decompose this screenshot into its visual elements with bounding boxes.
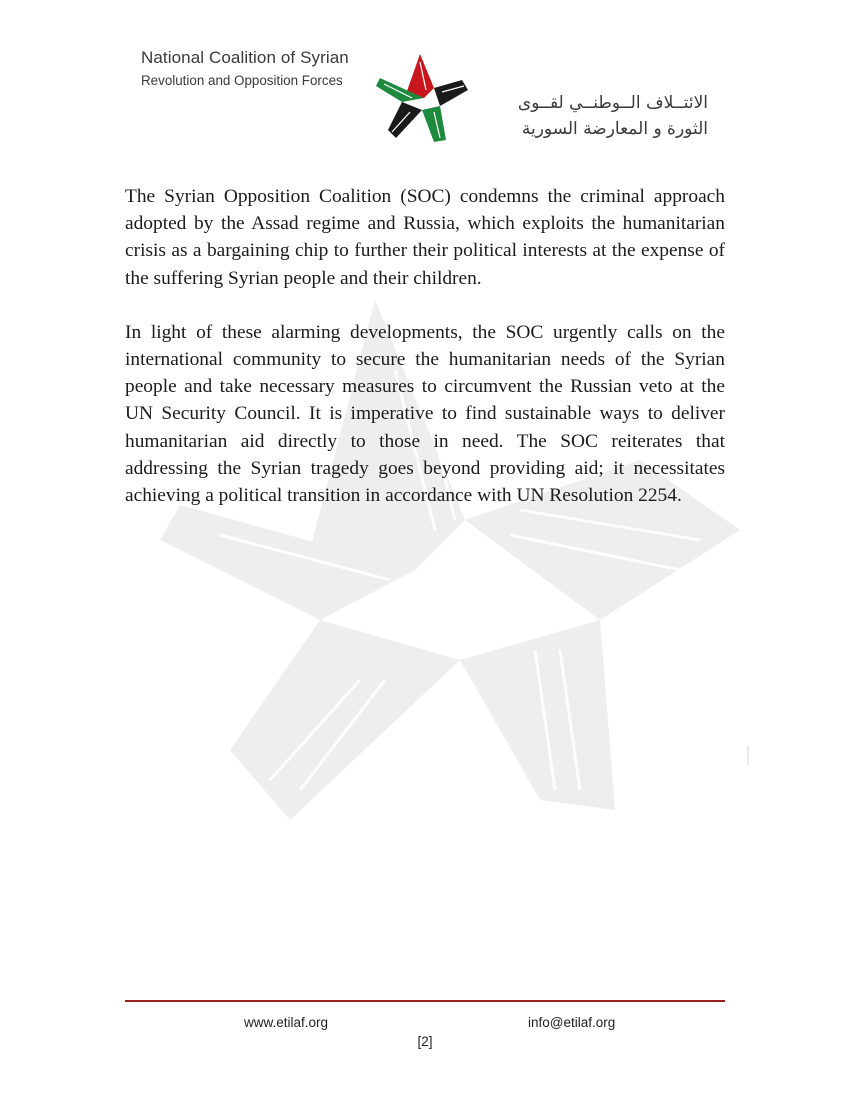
star-logo-icon [376, 52, 470, 144]
org-name-en-line1: National Coalition of Syrian [141, 48, 349, 67]
body-paragraph-1: The Syrian Opposition Coalition (SOC) condemns the criminal approach adopted by the Assad regime and Russia, which exploits the humanitarian crisis as a bargaining chip to further their political interests at the expense of the suffering Syrian people and their children. [125, 186, 725, 289]
body-paragraph-2: In light of these alarming developments, the SOC urgently calls on the international community to secure the humanitarian needs of the Syrian people and take necessary measures to circumvent the Russian veto at the UN Security Council. It is imperative to find sustainable ways to deliver humanitarian aid directly to those in need. The SOC reiterates that addressing the Syrian tragedy goes beyond providing aid; it necessitates achieving a political transition in accordance with UN Resolution 2254. [125, 321, 725, 507]
org-name-english [141, 47, 371, 93]
org-name-ar-line2: الثورة و المعارضة السورية [521, 119, 708, 139]
edge-mark [747, 745, 749, 765]
footer-divider [125, 1000, 725, 1002]
footer-website-link[interactable]: www.etilaf.org [244, 1015, 329, 1030]
footer-email-link[interactable]: info@etilaf.org [528, 1015, 616, 1030]
page-number: [2] [417, 1034, 433, 1049]
org-name-ar-line1: الائتــلاف الــوطنــي لقــوى [517, 93, 708, 113]
document-body [125, 183, 725, 536]
org-name-arabic [472, 90, 708, 142]
org-name-en-line2: Revolution and Opposition Forces [141, 73, 343, 88]
